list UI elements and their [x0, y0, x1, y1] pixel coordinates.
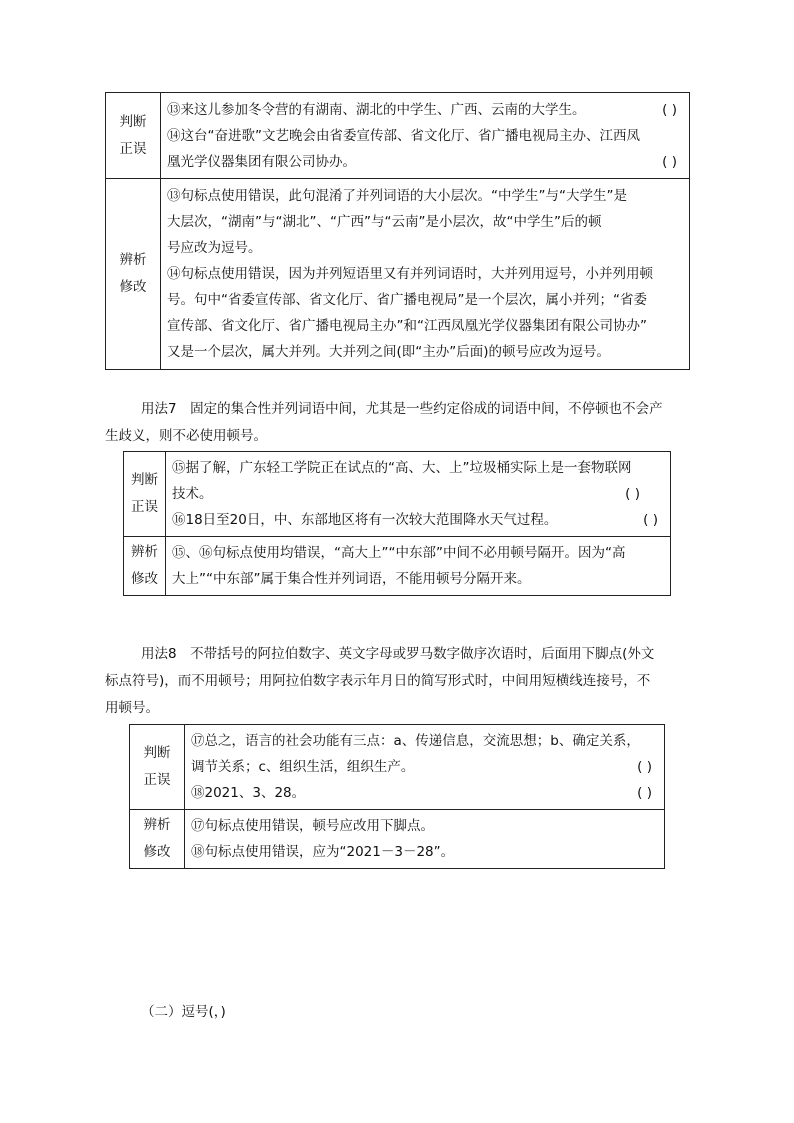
analysis-line: ⑱句标点使用错误，应为“2021－3－28”。: [191, 844, 455, 860]
label-text: 判断: [119, 113, 147, 130]
table-3: [129, 724, 665, 869]
label-text: 辨析: [119, 252, 147, 268]
answer-paren: ( ): [643, 512, 658, 528]
judge-cell: [185, 725, 665, 810]
judge-cell: [166, 452, 671, 537]
judge-cell: [161, 93, 690, 179]
analysis-line: ⑰句标点使用错误，顿号应改用下脚点。: [191, 818, 434, 834]
table-row: [124, 537, 671, 596]
sentence-17: ⑰总之，语言的社会功能有三点：a、传递信息，交流思想；b、确定关系，: [191, 733, 640, 749]
analysis-line: 又是一个层次，属大并列。大并列之间(即“主办”后面)的顿号应改为逗号。: [167, 344, 611, 360]
usage-8-paragraph: [105, 641, 655, 722]
usage-7-line: 用法7 固定的集合性并列词语中间，尤其是一些约定俗成的词语中间，不停顿也不会产: [141, 401, 663, 417]
table-row: [130, 810, 665, 869]
row-label-analysis: [130, 810, 185, 869]
table-row: [124, 452, 671, 537]
table-1: [105, 92, 690, 370]
analysis-line: 号应改为逗号。: [167, 240, 262, 256]
label-text: 辨析: [131, 544, 158, 560]
sentence-14: ⑭这台“奋进歌”文艺晚会由省委宣传部、省文化厅、省广播电视局主办、江西凤: [167, 127, 640, 144]
table-row: [106, 93, 690, 179]
sentence-15-cont: 技术。 ( ): [172, 481, 664, 507]
usage-7-line: 生歧义，则不必使用顿号。: [105, 428, 267, 444]
sentence-15: ⑮据了解，广东轻工学院正在试点的“高、大、上”垃圾桶实际上是一套物联网: [172, 460, 632, 476]
row-label-judge: [106, 93, 161, 179]
answer-paren: ( ): [637, 785, 652, 801]
analysis-line: ⑮、⑯句标点使用均错误，“高大上”“中东部”中间不必用顿号隔开。因为“高: [172, 545, 626, 561]
usage-7-paragraph: [105, 396, 663, 450]
analysis-cell: [161, 179, 690, 370]
answer-paren: ( ): [662, 101, 677, 118]
label-text: 修改: [131, 571, 158, 587]
label-text: 正误: [131, 499, 158, 515]
table-2: [123, 451, 671, 596]
sentence-14-cont: 凰光学仪器集团有限公司协办。 ( ): [167, 149, 683, 175]
row-label-judge: [124, 452, 166, 537]
sentence-16: ⑯18日至20日，中、东部地区将有一次较大范围降水天气过程。 ( ): [172, 507, 664, 533]
label-text: 判断: [131, 472, 158, 488]
label-text: 修改: [143, 844, 171, 860]
row-label-analysis: [106, 179, 161, 370]
usage-8-line: 标点符号)，而不用顿号；用阿拉伯数字表示年月日的简写形式时，中间用短横线连接号，不: [105, 673, 651, 689]
answer-paren: ( ): [662, 153, 677, 170]
analysis-line: ⑭句标点使用错误，因为并列短语里又有并列词语时，大并列用逗号，小并列用顿: [167, 266, 653, 282]
analysis-line: 宣传部、省文化厅、省广播电视局主办”和“江西凤凰光学仪器集团有限公司协办”: [167, 318, 647, 334]
table-row: [106, 179, 690, 370]
label-text: 正误: [143, 772, 171, 788]
analysis-line: ⑬句标点使用错误，此句混淆了并列词语的大小层次。“中学生”与“大学生”是: [167, 188, 627, 204]
label-text: 修改: [119, 279, 147, 295]
label-text: 正误: [119, 140, 147, 157]
analysis-line: 号。句中“省委宣传部、省文化厅、省广播电视局”是一个层次，属小并列；“省委: [167, 292, 647, 308]
table-row: [130, 725, 665, 810]
answer-paren: ( ): [637, 759, 652, 775]
row-label-judge: [130, 725, 185, 810]
usage-8-line: 用顿号。: [105, 700, 159, 716]
analysis-line: 大层次，“湖南”与“湖北”、“广西”与“云南”是小层次，故“中学生”后的顿: [167, 214, 602, 230]
sentence-13: ⑬来这儿参加冬令营的有湖南、湖北的中学生、广西、云南的大学生。 ( ): [167, 97, 683, 123]
sentence-17-cont: 调节关系；c、组织生活，组织生产。 ( ): [191, 754, 658, 780]
label-text: 判断: [143, 745, 171, 761]
row-label-analysis: [124, 537, 166, 596]
sentence-18: ⑱2021、3、28。 ( ): [191, 780, 658, 806]
analysis-cell: [166, 537, 671, 596]
label-text: 辨析: [143, 817, 171, 833]
analysis-cell: [185, 810, 665, 869]
section-heading: （二）逗号(，): [141, 1004, 226, 1020]
answer-paren: ( ): [625, 486, 640, 502]
analysis-line: 大上”“中东部”属于集合性并列词语，不能用顿号分隔开来。: [172, 571, 531, 587]
usage-8-line: 用法8 不带括号的阿拉伯数字、英文字母或罗马数字做序次语时，后面用下脚点(外文: [141, 646, 655, 662]
